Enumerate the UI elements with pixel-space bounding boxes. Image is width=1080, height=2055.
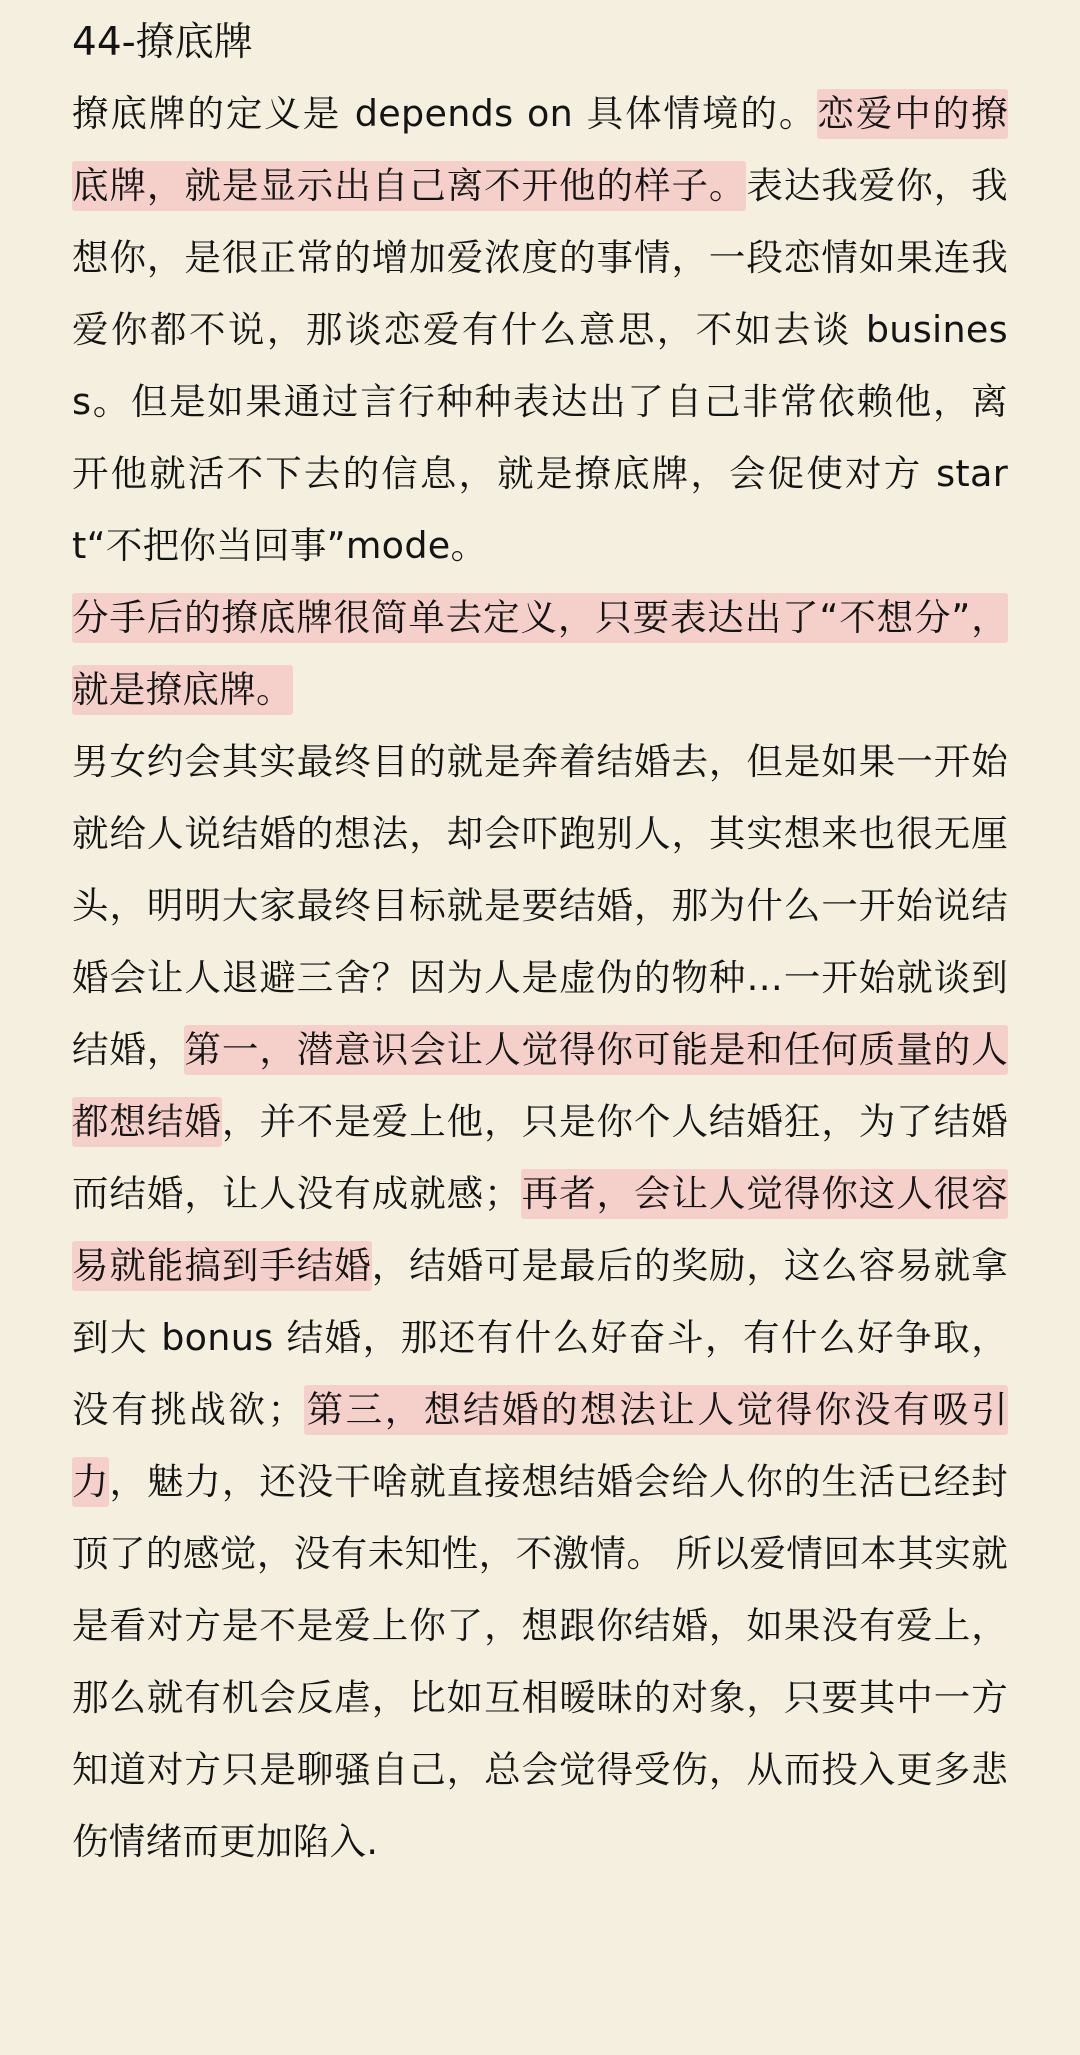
text-segment: ，魅力，还没干啥就直接想结婚会给人你的生活已经封顶了的感觉，没有未知性，不激情。 所以爱情回本其实就是看对方是不是爱上你了，想跟你结婚，如果没有爱上，那么就有机会反虐，比如互相暧昧的对象，只要其中一方知道对方只是聊骚自己，总会觉得受伤，从而投入更多悲伤情绪而更加陷入.: [72, 1460, 1008, 1863]
text-segment: 撩底牌的定义是 depends on 具体情境的。: [72, 92, 818, 135]
highlighted-text: 第三，想结婚的想法让人觉得你没有吸引力: [72, 1385, 1008, 1507]
highlighted-text: 再者，会让人觉得你这人很容易就能搞到手结婚: [72, 1169, 1008, 1291]
text-segment: 表达我爱你，我想你，是很正常的增加爱浓度的事情，一段恋情如果连我爱你都不说，那谈恋爱有什么意思，不如去谈 business。但是如果通过言行种种表达出了自己非常依赖他，离开他就活不下去的信息，就是撩底牌，会促使对方 start“不把你当回事”mode。: [72, 164, 1008, 567]
highlighted-text: 分手后的撩底牌很简单去定义，只要表达出了“不想分”，就是撩底牌。: [72, 593, 1008, 715]
paragraph-1: [72, 78, 1008, 582]
highlighted-text: 第一，潜意识会让人觉得你可能是和任何质量的人都想结婚: [72, 1025, 1008, 1147]
paragraph-3: [72, 726, 1008, 1878]
highlighted-text: 恋爱中的撩底牌，就是显示出自己离不开他的样子。: [72, 89, 1008, 211]
paragraph-2: [72, 582, 1008, 726]
text-segment: ，结婚可是最后的奖励，这么容易就拿到大 bonus 结婚，那还有什么好奋斗，有什么好争取，没有挑战欲；: [72, 1244, 1008, 1431]
article-title: 44-撩底牌: [72, 20, 253, 65]
text-segment: 男女约会其实最终目的就是奔着结婚去，但是如果一开始就给人说结婚的想法，却会吓跑别人，其实想来也很无厘头，明明大家最终目标就是要结婚，那为什么一开始说结婚会让人退避三舍？因为人是虚伪的物种…一开始就谈到结婚，: [72, 740, 1008, 1071]
text-segment: ，并不是爱上他，只是你个人结婚狂，为了结婚而结婚，让人没有成就感；: [72, 1100, 1008, 1215]
